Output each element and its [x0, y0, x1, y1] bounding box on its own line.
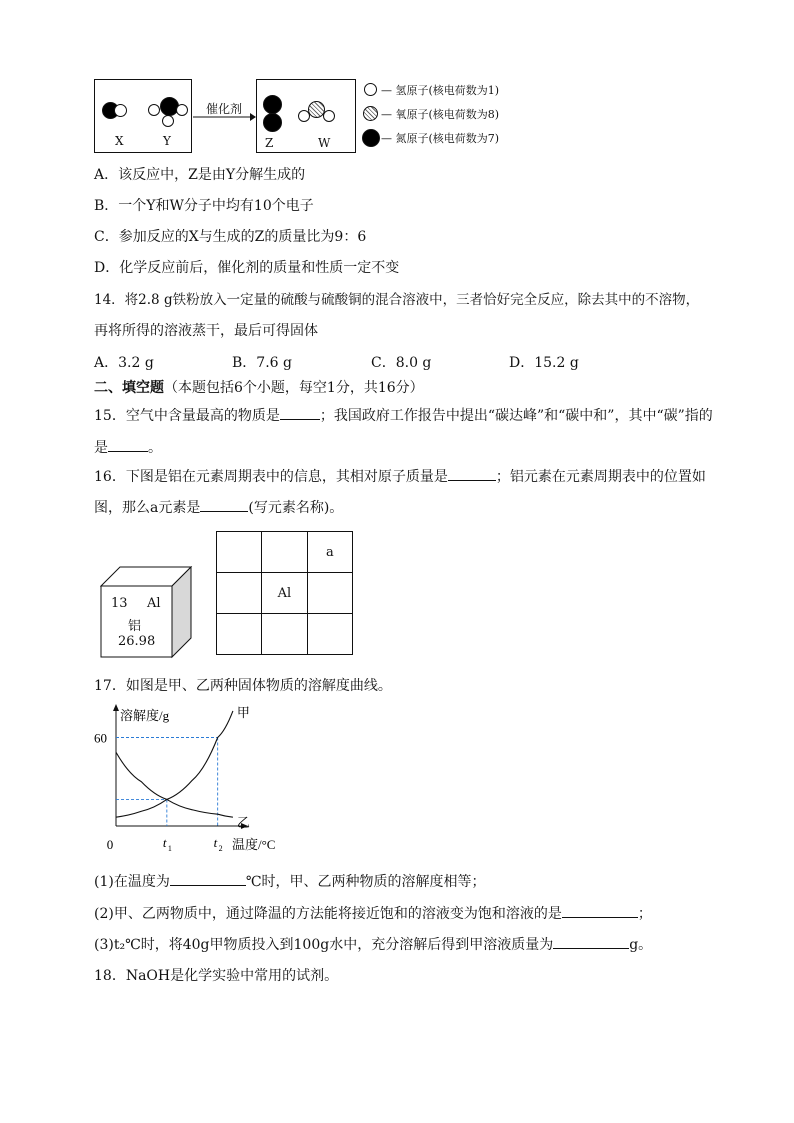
q13-option-b: B．一个Y和W分子中均有10个电子	[94, 198, 314, 214]
nitrogen-atom	[263, 113, 282, 132]
legend-oxygen: — 氧原子(核电荷数为8)	[381, 108, 500, 121]
label-z: Z	[265, 136, 274, 150]
element-symbol: Al	[147, 596, 161, 611]
q14-line2: 再将所得的溶液蒸干，最后可得固体	[94, 323, 318, 339]
x-axis-label: 温度/°C	[232, 837, 276, 852]
q15-blank-2[interactable]	[108, 437, 148, 452]
grid-cell	[262, 614, 307, 655]
legend-hydrogen-icon	[364, 83, 377, 96]
q15-text-2: ；我国政府工作报告中提出“碳达峰”和“碳中和”，其中“碳”指的	[319, 408, 713, 424]
section-2-note: （本题包括6个小题，每空1分，共16分）	[164, 380, 424, 396]
q14-option-d: D．15.2 g	[509, 355, 579, 371]
q13-option-a: A．该反应中，Z是由Y分解生成的	[94, 167, 306, 183]
section-2-heading	[94, 378, 424, 398]
grid-cell	[217, 532, 262, 573]
q17-sub3	[94, 934, 652, 955]
q18: 18．NaOH是化学实验中常用的试剂。	[94, 968, 339, 984]
q14-line1: 14．将2.8 g铁粉放入一定量的硫酸与硫酸铜的混合溶液中，三者恰好完全反应，除去其中的不溶物，	[94, 292, 700, 308]
q17-sub1-text-a: (1)在温度为	[94, 874, 170, 890]
q16-text-2: ；铝元素在元素周期表中的位置如	[495, 469, 706, 485]
x-tick-sub-1: 1	[167, 844, 172, 853]
q16-text-1: 16．下图是铝在元素周期表中的信息，其相对原子质量是	[94, 469, 448, 485]
legend-nitrogen: — 氮原子(核电荷数为7)	[381, 132, 500, 145]
grid-cell	[307, 573, 352, 614]
nitrogen-atom	[263, 95, 282, 114]
label-y: Y	[163, 134, 171, 148]
q17-sub2	[94, 903, 652, 924]
element-name: 铝	[128, 619, 142, 634]
q15-line1	[94, 405, 713, 426]
q17-sub1-text-b: ℃时，甲、乙两种物质的溶解度相等；	[245, 874, 486, 890]
grid-cell: Al	[262, 573, 307, 614]
q16-text-4: (写元素名称)。	[248, 500, 344, 516]
element-atomic-number: 13	[111, 596, 128, 611]
x-tick-label-t2: t	[213, 835, 218, 850]
q14-option-a: A．3.2 g	[94, 355, 154, 371]
series-label-yi: 乙	[236, 815, 250, 831]
q16-text-3: 图，那么a元素是	[94, 500, 201, 516]
q17-sub2-text-b: ；	[637, 906, 652, 922]
q17-sub3-text-a: (3)t₂℃时，将40g甲物质投入到100g水中，充分溶解后得到甲溶液质量为	[94, 937, 554, 953]
series-label-jia: 甲	[236, 704, 250, 720]
series-line-yi	[116, 752, 233, 817]
hydrogen-atom	[176, 104, 188, 116]
q15-line2	[94, 437, 162, 458]
grid-cell	[217, 614, 262, 655]
q16-line1	[94, 466, 706, 487]
origin-label: 0	[106, 837, 114, 852]
series-line-jia	[116, 711, 233, 817]
grid-cell	[307, 614, 352, 655]
q16-blank-1[interactable]	[448, 466, 496, 481]
y-axis-arrow	[113, 704, 119, 711]
hydrogen-atom	[162, 115, 174, 127]
y-tick-60: 60	[94, 730, 107, 746]
q13-option-c: C．参加反应的X与生成的Z的质量比为9：6	[94, 229, 367, 245]
q14-option-c: C．8.0 g	[371, 355, 432, 371]
q16-line2	[94, 497, 343, 518]
q17-sub2-text-a: (2)甲、乙两物质中，通过降温的方法能将接近饱和的溶液变为饱和溶液的是	[94, 906, 562, 922]
label-x: X	[115, 134, 124, 148]
grid-cell	[262, 532, 307, 573]
label-w: W	[318, 136, 331, 150]
q14-option-b: B．7.6 g	[232, 355, 292, 371]
q13-option-d: D．化学反应前后，催化剂的质量和性质一定不变	[94, 260, 400, 276]
q15-text-1: 15．空气中含量最高的物质是	[94, 408, 280, 424]
q17-blank-3[interactable]	[553, 934, 629, 949]
hydrogen-atom	[148, 104, 160, 116]
catalyst-label: 催化剂	[206, 102, 243, 116]
y-axis-label: 溶解度/g	[120, 708, 170, 723]
q16-blank-2[interactable]	[200, 497, 248, 512]
q17-sub1	[94, 871, 486, 892]
element-mass: 26.98	[118, 634, 156, 649]
x-tick-label-t1: t	[162, 835, 167, 850]
grid-cell: a	[307, 532, 352, 573]
legend-oxygen-icon	[363, 106, 378, 121]
q15-text-4: 。	[148, 440, 162, 456]
q17-blank-2[interactable]	[562, 903, 638, 918]
hydrogen-atom	[114, 104, 127, 117]
x-tick-sub-2: 2	[218, 844, 223, 853]
q17-intro: 17．如图是甲、乙两种固体物质的溶解度曲线。	[94, 678, 392, 694]
legend-nitrogen-icon	[362, 129, 380, 147]
legend-hydrogen: — 氢原子(核电荷数为1)	[381, 84, 500, 97]
q17-blank-1[interactable]	[170, 871, 246, 886]
q15-text-3: 是	[94, 440, 108, 456]
q17-sub3-text-b: g。	[629, 937, 653, 953]
periodic-table-grid	[216, 531, 353, 655]
section-2-title: 二、填空题	[94, 380, 164, 396]
hydrogen-atom	[323, 110, 335, 122]
q15-blank-1[interactable]	[280, 405, 320, 420]
grid-cell	[217, 573, 262, 614]
solubility-chart	[90, 702, 310, 862]
